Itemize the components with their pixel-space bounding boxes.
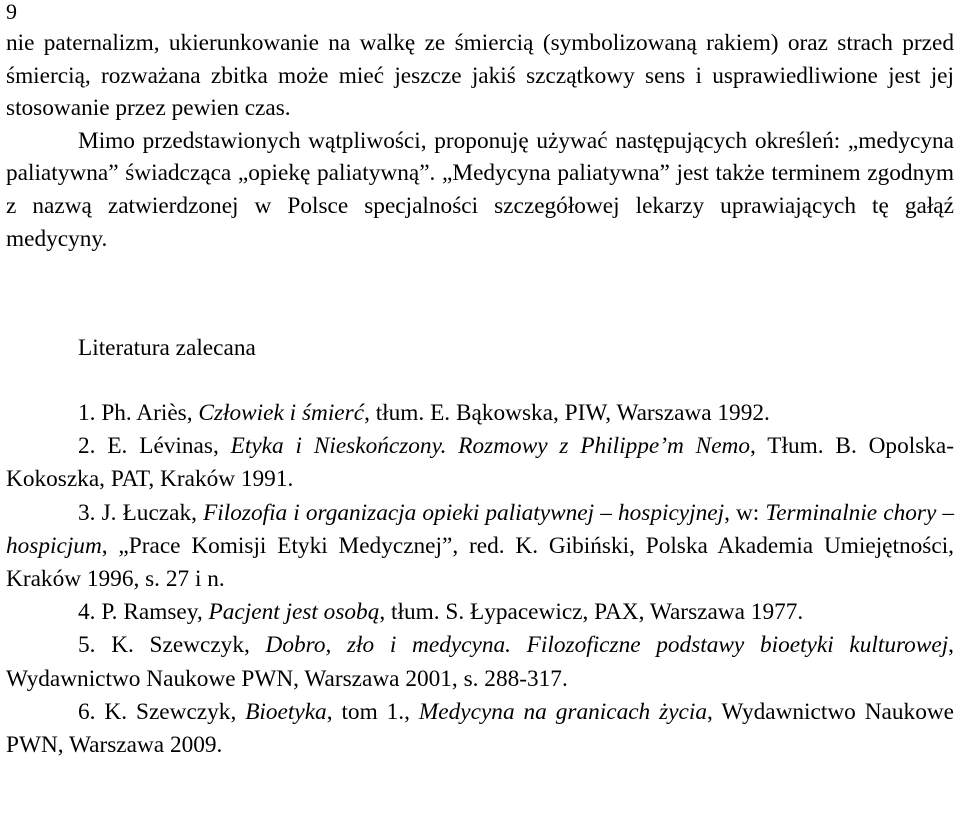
reference-author: K. Szewczyk, — [104, 698, 237, 725]
reference-details: , tłum. S. Łypacewicz, PAX, Warszawa 1977. — [379, 599, 804, 626]
reference-author: J. Łuczak, — [101, 499, 197, 526]
section-heading: Literatura zalecana — [78, 335, 256, 361]
reference-details: , tłum. E. Bąkowska, PIW, Warszawa 1992. — [364, 400, 770, 426]
reference-title: Filozofia i organizacja opieki paliatywnej – hospicyjnej — [203, 499, 725, 526]
reference-number: 3. — [78, 499, 96, 526]
reference-item — [6, 397, 954, 430]
reference-details: , Wydawnictwo Naukowe PWN, Warszawa 2009. — [6, 698, 955, 759]
reference-number: 5. — [78, 632, 96, 659]
reference-author: E. Lévinas, — [107, 433, 219, 460]
reference-author: K. Szewczyk, — [111, 632, 250, 659]
reference-number: 4. — [78, 599, 96, 626]
reference-title: Etyka i Nieskończony. Rozmowy z Philippe’m Nemo — [230, 433, 751, 460]
reference-number: 2. — [78, 433, 96, 460]
reference-details: , Tłum. B. Opolska-Kokoszka, PAT, Kraków 1991. — [6, 433, 955, 493]
paragraph-part-2: Mimo przedstawionych wątpliwości, proponuję używać następujących określeń: „medycyna paliatywna” świadcząca „opiekę paliatywną”. „Medycyna paliatywna” jest także terminem zgodnym z nazwą zatwierdzonej w Polsce specjalności szczegółowej lekarzy uprawiających tę gałąź medycyny. — [6, 127, 954, 252]
reference-list — [6, 397, 954, 762]
reference-title: Pacjent jest osobą — [208, 599, 380, 626]
reference-title-secondary: Terminalnie chory – hospicjum — [6, 499, 955, 559]
reference-number: 6. — [78, 698, 96, 725]
reference-connector: , tom 1., — [326, 698, 410, 725]
reference-item — [6, 596, 954, 629]
page-number: 9 — [6, 0, 17, 24]
reference-title: Dobro, zło i medycyna. Filozoficzne podstawy bioetyki kulturowej — [265, 632, 949, 659]
reference-title-secondary: Medycyna na granicach życia — [418, 698, 708, 725]
reference-item — [6, 497, 954, 597]
main-paragraph — [6, 27, 954, 255]
reference-author: P. Ramsey, — [101, 599, 203, 626]
reference-item — [6, 696, 954, 762]
reference-author: Ph. Ariès, — [101, 400, 193, 426]
reference-title: Bioetyka — [245, 698, 327, 725]
reference-item — [6, 430, 954, 496]
reference-number: 1. — [78, 400, 96, 426]
reference-connector: , w: — [724, 499, 760, 526]
reference-title: Człowiek i śmierć — [198, 400, 365, 426]
reference-details: , Wydawnictwo Naukowe PWN, Warszawa 2001, s. 288-317. — [6, 632, 954, 692]
reference-details: , „Prace Komisji Etyki Medycznej”, red. K. Gibiński, Polska Akademia Umiejętności, Kraków 1996, s. 27 i n. — [6, 532, 954, 593]
paragraph-part-1: nie paternalizm, ukierunkowanie na walkę ze śmiercią (symbolizowaną rakiem) oraz strach przed śmiercią, rozważana zbitka może mieć jeszcze jakiś szczątkowy sens i usprawiedliwione jest jej stosowanie przez pewien czas. — [6, 30, 954, 122]
reference-item — [6, 629, 954, 695]
